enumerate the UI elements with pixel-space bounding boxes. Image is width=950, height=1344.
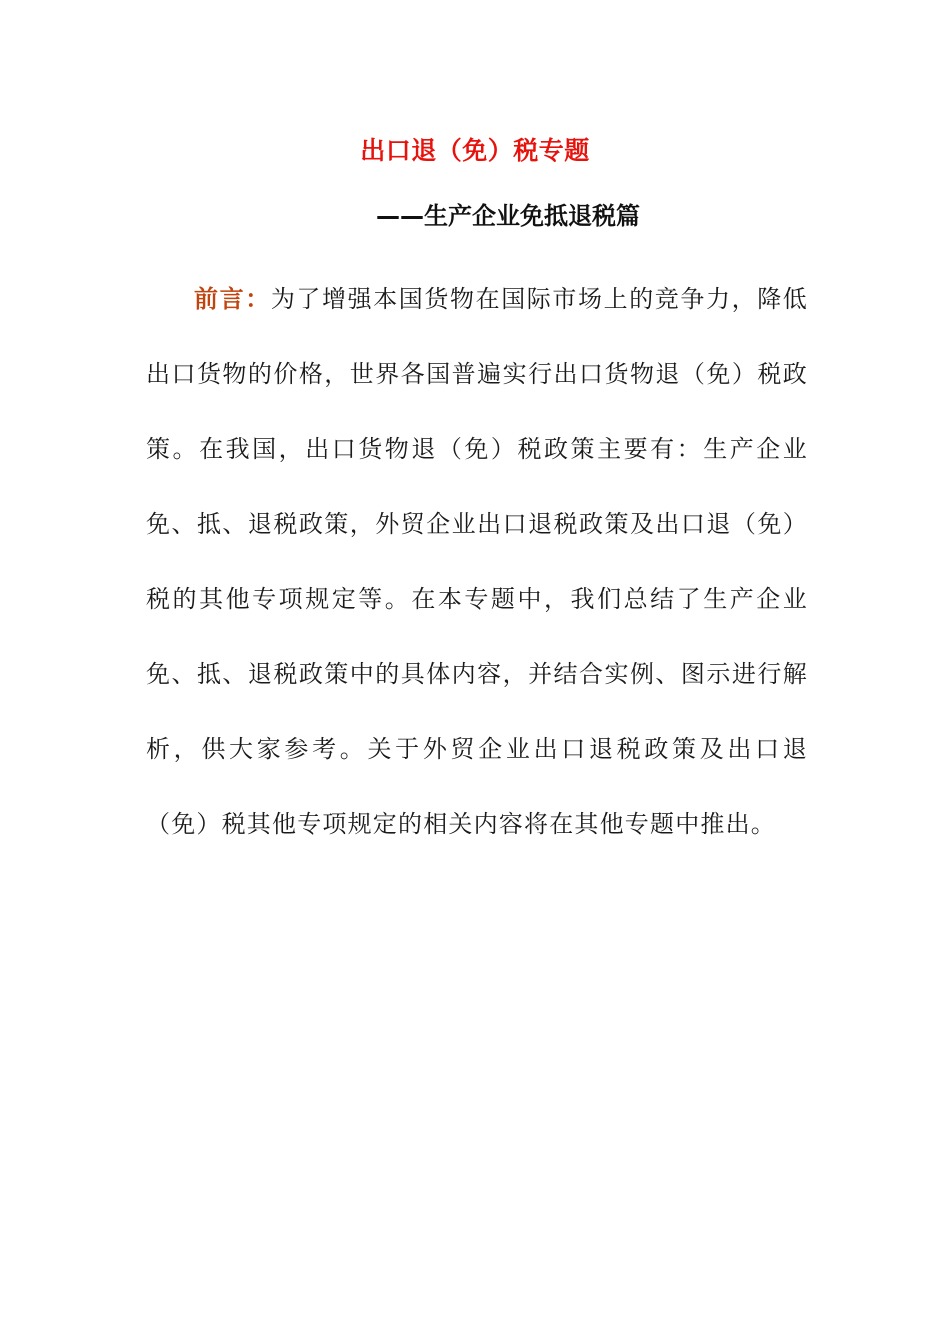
document-title: 出口退（免）税专题 — [360, 136, 590, 165]
preface-paragraph — [146, 262, 808, 862]
document-subtitle: ——生产企业免抵退税篇 — [376, 202, 640, 230]
preface-text: 为了增强本国货物在国际市场上的竞争力，降低出口货物的价格，世界各国普遍实行出口货物退（免）税政策。在我国，出口货物退（免）税政策主要有：生产企业免、抵、退税政策，外贸企业出口退税政策及出口退（免）税的其他专项规定等。在本专题中，我们总结了生产企业免、抵、退税政策中的具体内容，并结合实例、图示进行解析，供大家参考。关于外贸企业出口退税政策及出口退（免）税其他专项规定的相关内容将在其他专题中推出。 — [146, 285, 808, 838]
preface-label: 前言： — [194, 285, 271, 313]
